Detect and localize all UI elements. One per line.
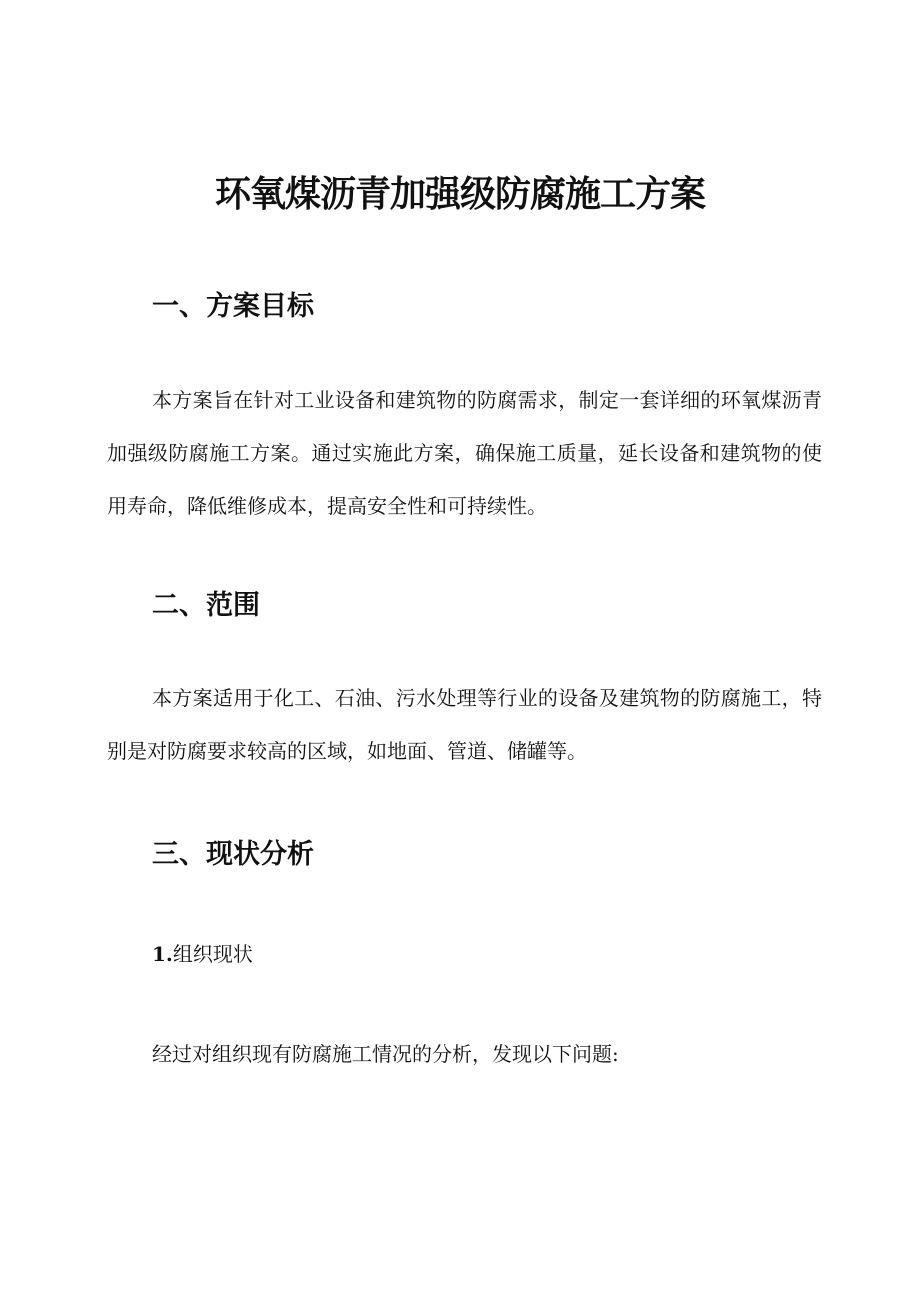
subsection-title: 组织现状 [172,942,253,966]
subsection-number: 1. [152,942,173,966]
subsection-heading [152,936,253,972]
section-paragraph-scope: 本方案适用于化工、石油、污水处理等行业的设备及建筑物的防腐施工，特别是对防腐要求较高的区域，如地面、管道、储罐等。 [107,686,822,763]
subsection-text: 经过对组织现有防腐施工情况的分析，发现以下问题: [152,1042,619,1066]
section-paragraph-goals: 本方案旨在针对工业设备和建筑物的防腐需求，制定一套详细的环氧煤沥青加强级防腐施工方案。通过实施此方案，确保施工质量，延长设备和建筑物的使用寿命，降低维修成本，提高安全性和可持续性。 [107,388,822,518]
section-heading-status-analysis: 三、现状分析 [152,839,314,870]
section-heading-goals: 一、方案目标 [152,291,314,322]
document-title: 环氧煤沥青加强级防腐施工方案 [214,174,705,215]
section-heading-scope: 二、范围 [152,590,260,621]
